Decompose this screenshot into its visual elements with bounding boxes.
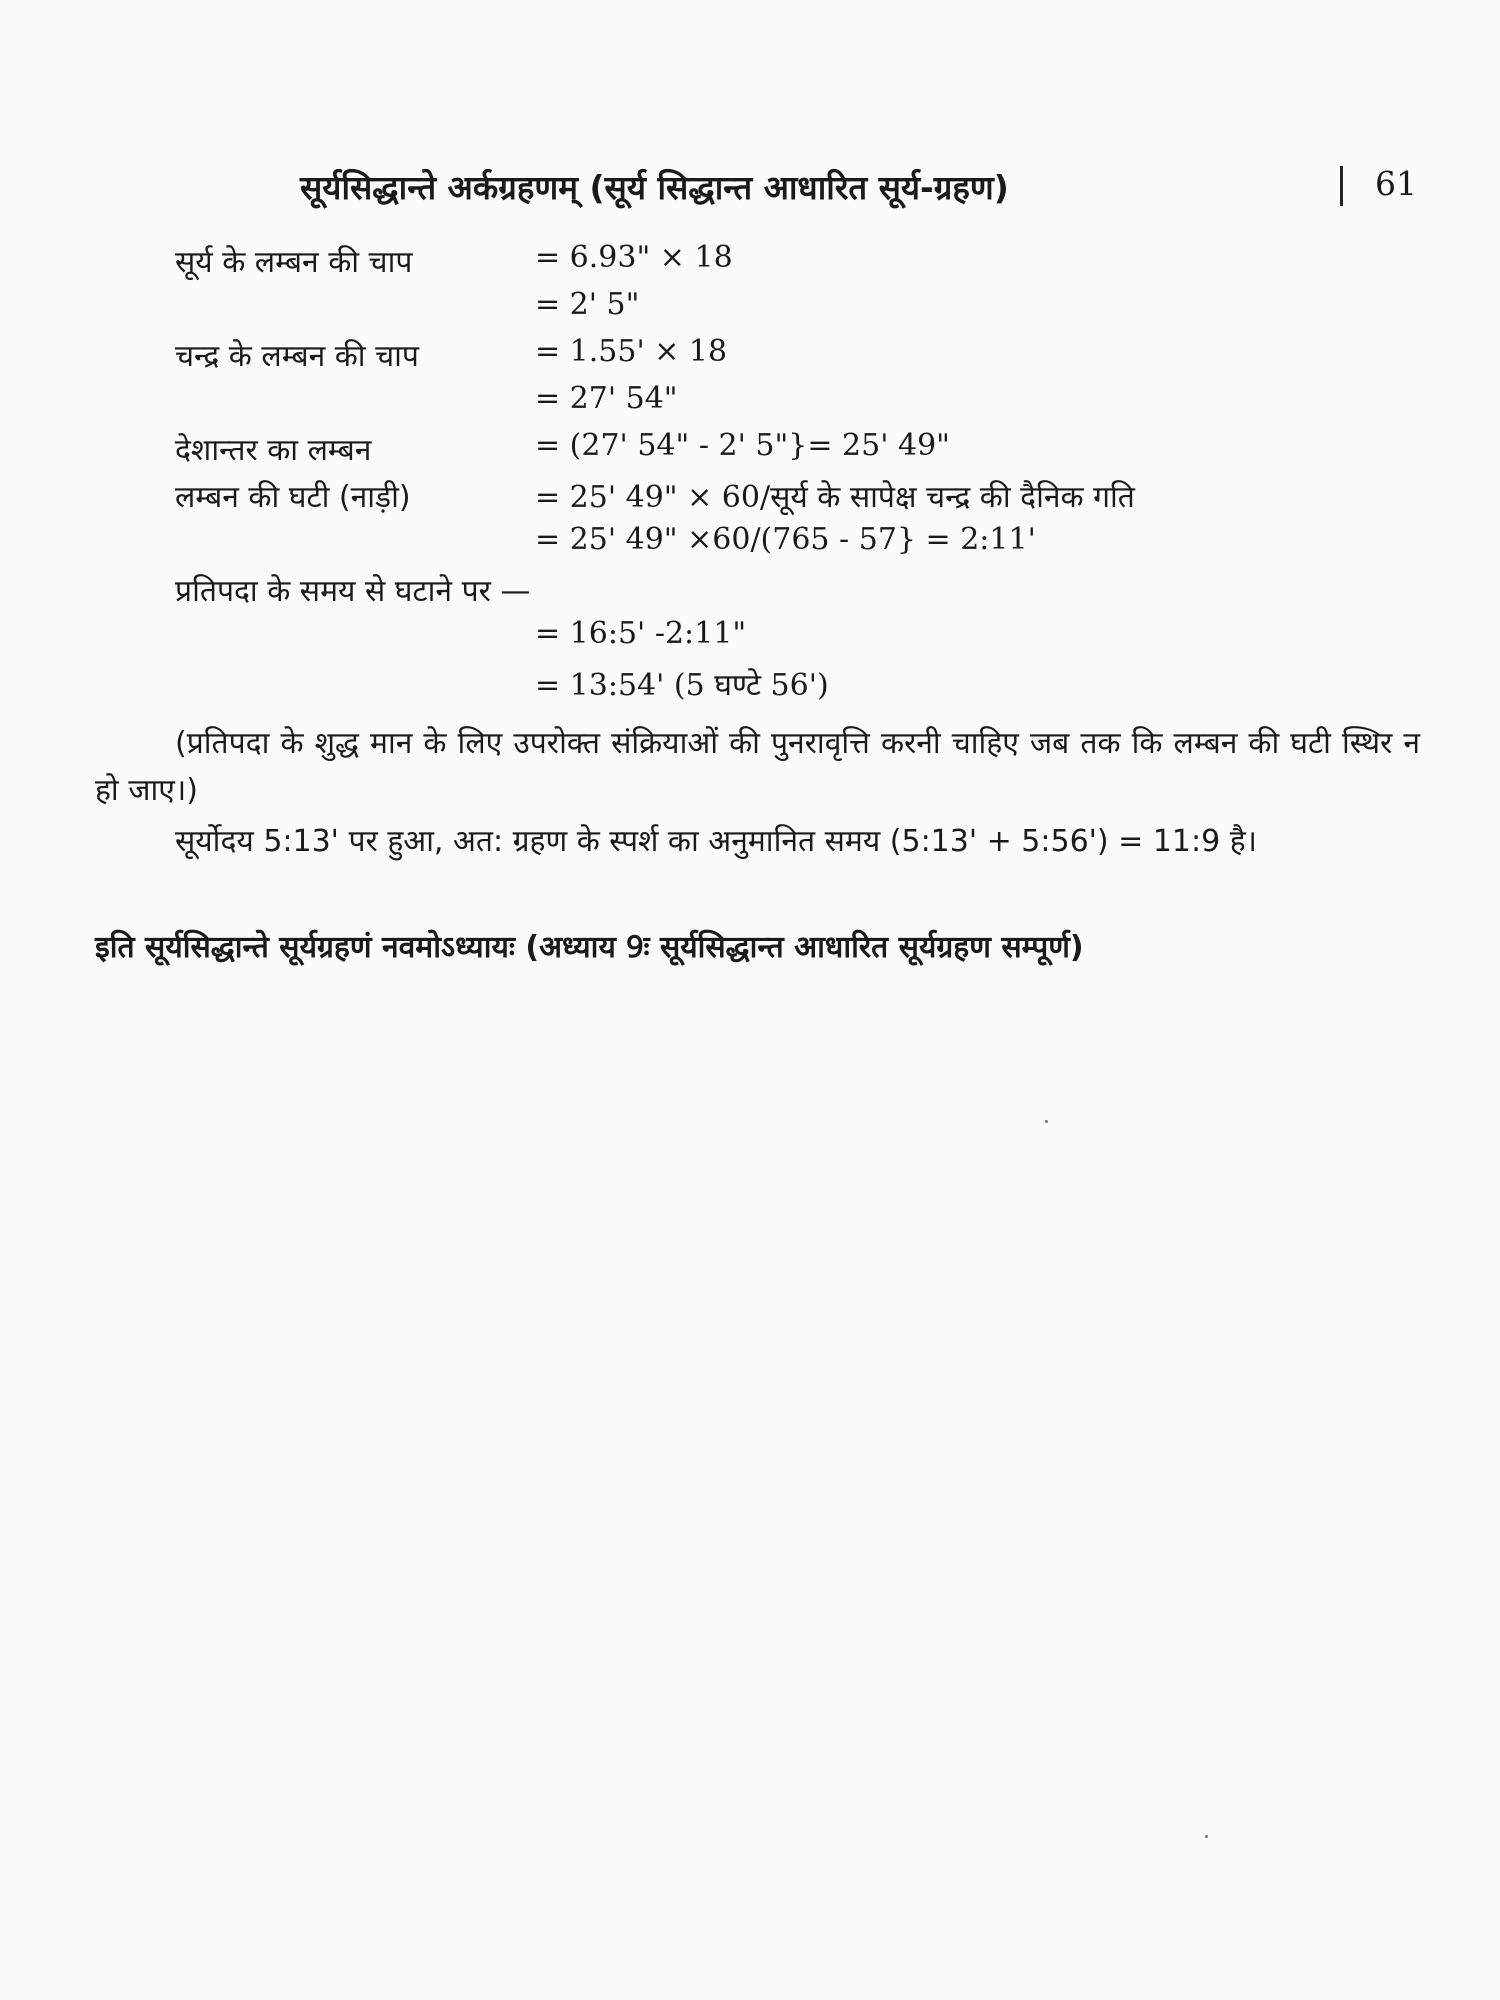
- paper-speck: [1045, 1120, 1048, 1123]
- calc-value: = 16:5' -2:11": [535, 616, 747, 651]
- calc-row: [175, 381, 1425, 428]
- calc-value: = 1.55' × 18: [535, 334, 728, 369]
- calc-value: = 2' 5": [535, 287, 640, 322]
- calc-value: = 27' 54": [535, 381, 678, 416]
- calc-row: [175, 616, 1425, 663]
- paragraph-iteration-note: (प्रतिपदा के शुद्ध मान के लिए उपरोक्त संक्रियाओं की पुनरावृत्ति करनी चाहिए जब तक कि लम्बन की घटी स्थिर न हो जाए।): [95, 726, 1420, 808]
- paper-speck: [1205, 1835, 1208, 1838]
- calc-row: [175, 287, 1425, 334]
- calc-row: [175, 475, 1425, 522]
- calc-label: सूर्य के लम्बन की चाप: [175, 245, 413, 280]
- calc-row: [175, 334, 1425, 381]
- running-title: सूर्यसिद्धान्ते अर्कग्रहणम् (सूर्य सिद्धान्त आधारित सूर्य-ग्रहण): [300, 168, 1009, 207]
- calc-row: [175, 663, 1425, 710]
- calc-value: = 25' 49" × 60/सूर्य के सापेक्ष चन्द्र की दैनिक गति: [535, 480, 1135, 515]
- calc-label: प्रतिपदा के समय से घटाने पर —: [175, 574, 531, 609]
- calc-label: लम्बन की घटी (नाड़ी): [175, 480, 411, 515]
- calc-row: [175, 569, 1425, 616]
- calc-label: देशान्तर का लम्बन: [175, 433, 372, 468]
- calc-value: = 25' 49" ×60/(765 - 57} = 2:11': [535, 522, 1036, 557]
- page-header: [300, 164, 1430, 224]
- calc-value: = 13:54' (5 घण्टे 56'): [535, 668, 829, 703]
- calc-row: [175, 240, 1425, 287]
- chapter-colophon: इति सूर्यसिद्धान्ते सूर्यग्रहणं नवमोऽध्यायः (अध्याय 9ः सूर्यसिद्धान्त आधारित सूर्यग्रहण सम्पूर्ण): [95, 930, 1084, 965]
- paragraph-sunrise-result: सूर्योदय 5:13' पर हुआ, अत: ग्रहण के स्पर्श का अनुमानित समय (5:13' + 5:56') = 11:9 है।: [175, 824, 1258, 859]
- calc-row: [175, 428, 1425, 475]
- page-number: 61: [1375, 164, 1417, 203]
- calc-value: = (27' 54" - 2' 5"}= 25' 49": [535, 428, 950, 463]
- header-divider: [1340, 166, 1343, 206]
- calc-value: = 6.93" × 18: [535, 240, 733, 275]
- calculation-block: [175, 240, 1425, 710]
- calc-row: [175, 522, 1425, 569]
- calc-label: चन्द्र के लम्बन की चाप: [175, 339, 419, 374]
